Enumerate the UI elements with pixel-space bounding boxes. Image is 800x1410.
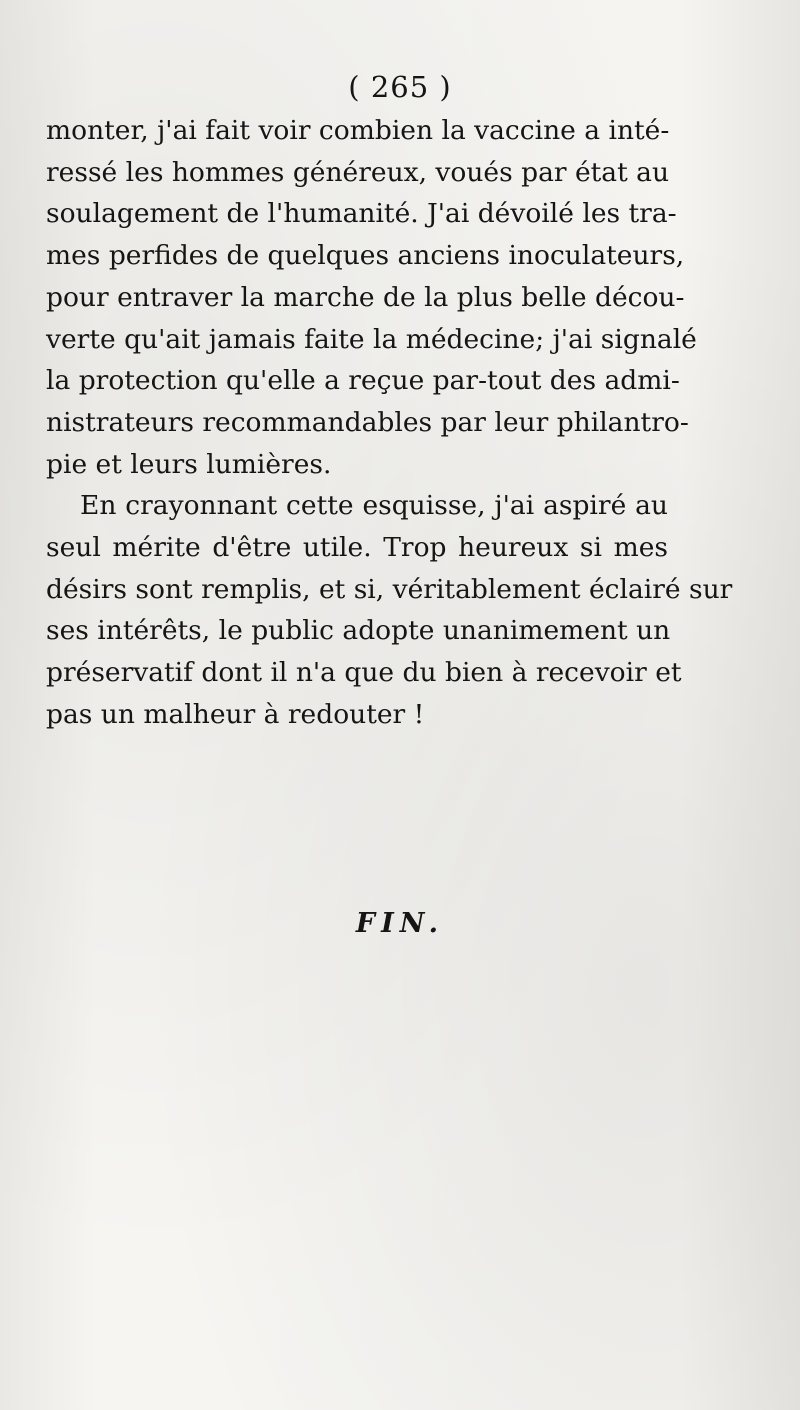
text-body — [46, 110, 733, 736]
paragraph-1 — [46, 110, 697, 485]
text-line: pas un malheur à redouter ! — [46, 698, 425, 730]
text-line: désirs sont remplis, et si, véritablement éclairé sur — [46, 573, 733, 605]
text-line: monter, j'ai fait voir combien la vaccine a inté- — [46, 115, 670, 146]
text-line: verte qu'ait jamais faite la médecine; j'ai signalé — [46, 323, 697, 355]
text-line: préservatif dont il n'a que du bien à recevoir et — [46, 657, 682, 689]
page-number: ( 265 ) — [348, 70, 452, 104]
text-line: pie et leurs lumières. — [46, 448, 332, 480]
text-line: nistrateurs recommandables par leur philantro- — [46, 406, 689, 438]
text-line: pour entraver la marche de la plus belle décou- — [46, 281, 685, 313]
text-line: soulagement de l'humanité. J'ai dévoilé les tra- — [46, 198, 677, 230]
text-line: En crayonnant cette esquisse, j'ai aspiré au — [80, 490, 668, 522]
paragraph-2 — [46, 485, 733, 735]
text-line: la protection qu'elle a reçue par-tout des admi- — [46, 365, 680, 397]
fin-mark: FIN. — [355, 908, 445, 939]
text-line: mes perfides de quelques anciens inoculateurs, — [46, 240, 685, 272]
text-line: seul mérite d'être utile. Trop heureux si mes — [46, 532, 668, 564]
text-line: ses intérêts, le public adopte unanimement un — [46, 615, 671, 647]
text-line: ressé les hommes généreux, voués par état au — [46, 156, 670, 188]
